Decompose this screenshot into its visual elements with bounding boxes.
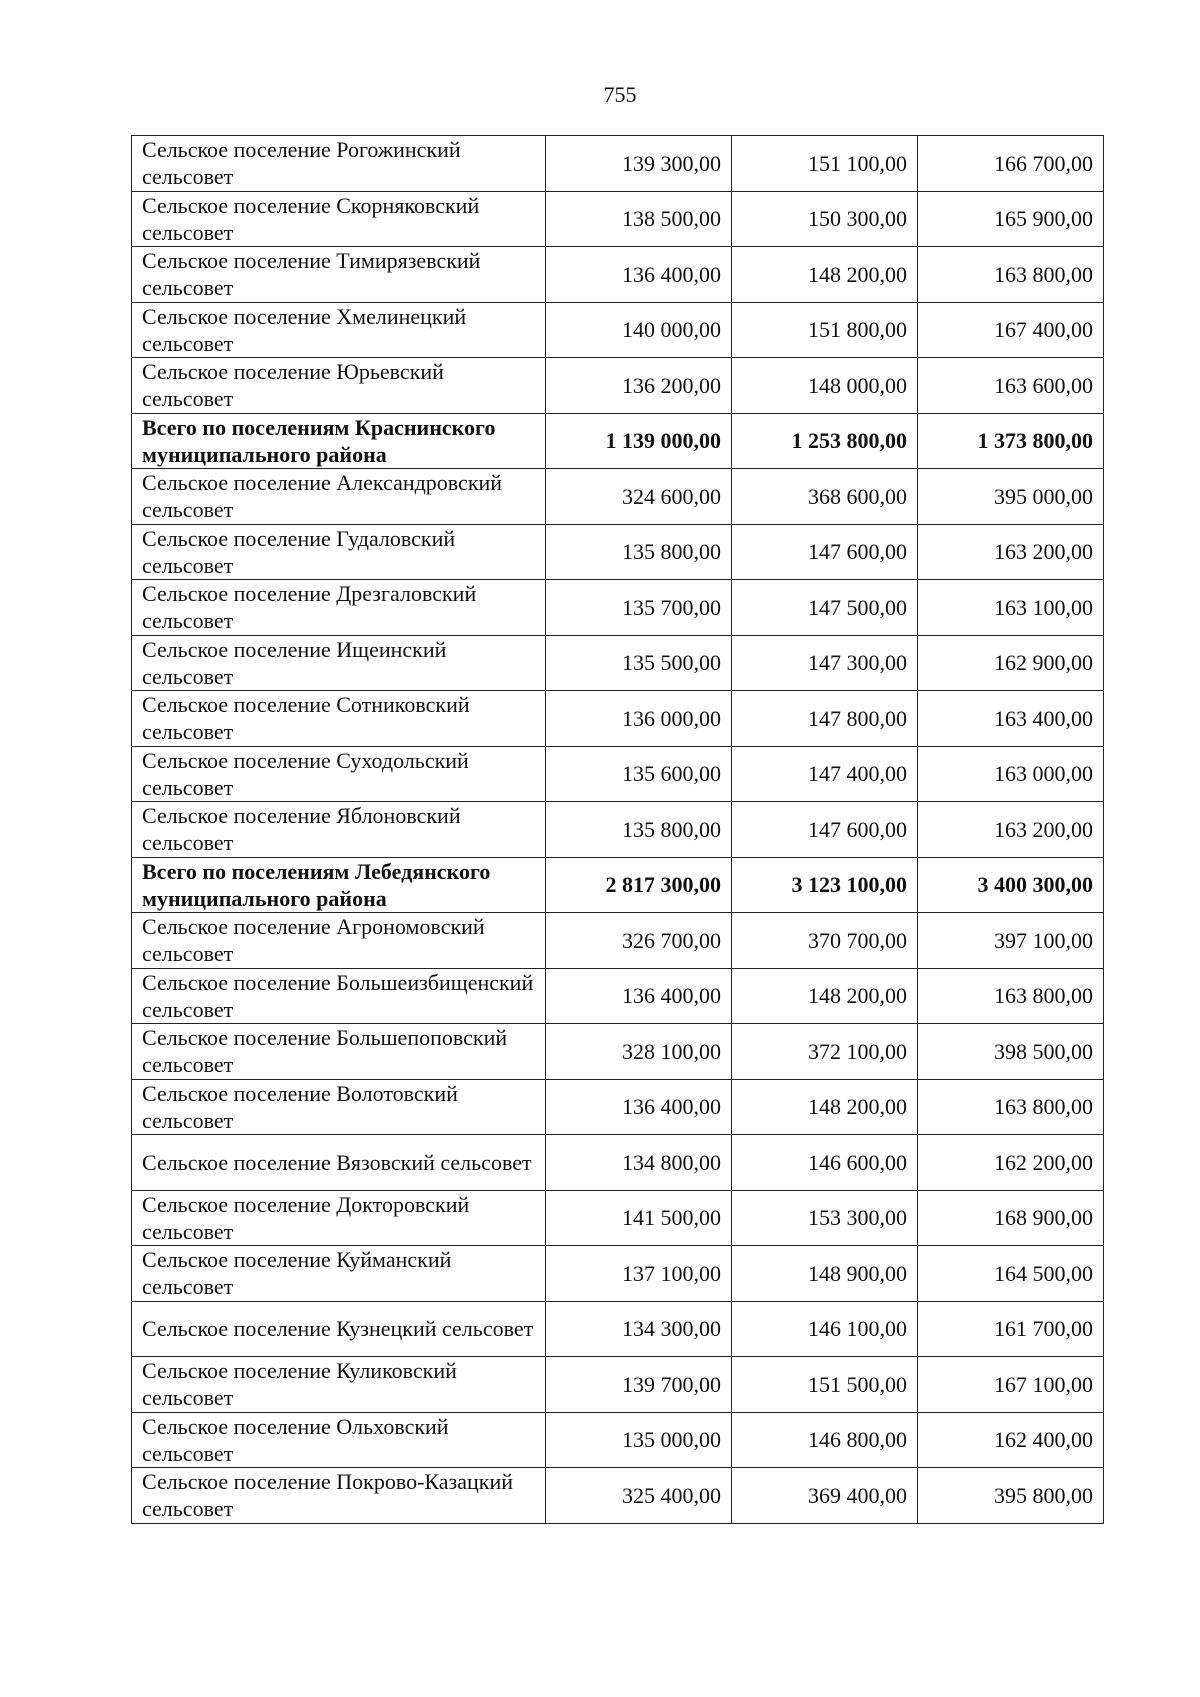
amount-cell-3: 395 800,00 [918,1468,1104,1524]
amount-cell-1: 2 817 300,00 [546,857,732,913]
settlements-budget-table [131,135,1104,1524]
settlement-name-cell: Сельское поселение Ольховский сельсовет [132,1412,546,1468]
amount-cell-2: 153 300,00 [732,1190,918,1246]
amount-cell-2: 148 200,00 [732,1079,918,1135]
amount-cell-2: 151 500,00 [732,1357,918,1413]
amount-cell-1: 135 800,00 [546,524,732,580]
amount-cell-3: 163 200,00 [918,802,1104,858]
settlement-name-cell: Сельское поселение Вязовский сельсовет [132,1135,546,1191]
amount-cell-1: 139 700,00 [546,1357,732,1413]
amount-cell-1: 135 600,00 [546,746,732,802]
settlement-name-cell: Сельское поселение Волотовский сельсовет [132,1079,546,1135]
amount-cell-2: 147 800,00 [732,691,918,747]
table-row [132,1135,1104,1191]
settlement-name-cell: Сельское поселение Гудаловский сельсовет [132,524,546,580]
table-row [132,191,1104,247]
amount-cell-2: 148 200,00 [732,968,918,1024]
table-row [132,1357,1104,1413]
table-total-row [132,413,1104,469]
amount-cell-1: 135 000,00 [546,1412,732,1468]
amount-cell-2: 151 100,00 [732,136,918,192]
amount-cell-3: 164 500,00 [918,1246,1104,1302]
amount-cell-3: 162 900,00 [918,635,1104,691]
amount-cell-2: 368 600,00 [732,469,918,525]
table-row [132,1412,1104,1468]
table-row [132,1079,1104,1135]
amount-cell-1: 134 800,00 [546,1135,732,1191]
settlement-name-cell: Сельское поселение Сотниковский сельсовет [132,691,546,747]
amount-cell-3: 3 400 300,00 [918,857,1104,913]
table-row [132,469,1104,525]
amount-cell-2: 369 400,00 [732,1468,918,1524]
amount-cell-1: 140 000,00 [546,302,732,358]
amount-cell-1: 136 400,00 [546,1079,732,1135]
amount-cell-2: 146 800,00 [732,1412,918,1468]
amount-cell-2: 1 253 800,00 [732,413,918,469]
amount-cell-2: 146 100,00 [732,1301,918,1357]
amount-cell-1: 138 500,00 [546,191,732,247]
amount-cell-3: 167 400,00 [918,302,1104,358]
amount-cell-2: 3 123 100,00 [732,857,918,913]
amount-cell-1: 135 800,00 [546,802,732,858]
amount-cell-3: 163 000,00 [918,746,1104,802]
settlement-name-cell: Сельское поселение Большеизбищенский сельсовет [132,968,546,1024]
amount-cell-3: 397 100,00 [918,913,1104,969]
amount-cell-2: 147 600,00 [732,524,918,580]
amount-cell-3: 165 900,00 [918,191,1104,247]
amount-cell-2: 370 700,00 [732,913,918,969]
settlement-name-cell: Сельское поселение Большепоповский сельсовет [132,1024,546,1080]
settlement-name-cell: Сельское поселение Дрезгаловский сельсовет [132,580,546,636]
table-row [132,1190,1104,1246]
amount-cell-3: 163 200,00 [918,524,1104,580]
settlement-name-cell: Сельское поселение Рогожинский сельсовет [132,136,546,192]
amount-cell-2: 148 000,00 [732,358,918,414]
amount-cell-3: 395 000,00 [918,469,1104,525]
table-row [132,1301,1104,1357]
amount-cell-3: 163 800,00 [918,968,1104,1024]
table-row [132,635,1104,691]
amount-cell-3: 162 200,00 [918,1135,1104,1191]
amount-cell-1: 326 700,00 [546,913,732,969]
amount-cell-3: 166 700,00 [918,136,1104,192]
amount-cell-1: 136 000,00 [546,691,732,747]
amount-cell-3: 163 800,00 [918,1079,1104,1135]
settlement-name-cell: Сельское поселение Тимирязевский сельсовет [132,247,546,303]
settlement-name-cell: Сельское поселение Ищеинский сельсовет [132,635,546,691]
amount-cell-3: 163 800,00 [918,247,1104,303]
amount-cell-1: 136 400,00 [546,247,732,303]
amount-cell-2: 147 300,00 [732,635,918,691]
amount-cell-1: 1 139 000,00 [546,413,732,469]
settlement-name-cell: Сельское поселение Агрономовский сельсовет [132,913,546,969]
amount-cell-2: 147 500,00 [732,580,918,636]
table-row [132,968,1104,1024]
amount-cell-1: 324 600,00 [546,469,732,525]
settlement-name-cell: Сельское поселение Покрово-Казацкий сельсовет [132,1468,546,1524]
table-row [132,358,1104,414]
amount-cell-2: 146 600,00 [732,1135,918,1191]
amount-cell-3: 161 700,00 [918,1301,1104,1357]
amount-cell-2: 151 800,00 [732,302,918,358]
settlement-name-cell: Сельское поселение Суходольский сельсовет [132,746,546,802]
amount-cell-3: 163 100,00 [918,580,1104,636]
settlement-name-cell: Сельское поселение Куликовский сельсовет [132,1357,546,1413]
amount-cell-3: 162 400,00 [918,1412,1104,1468]
settlement-name-cell: Сельское поселение Скорняковский сельсовет [132,191,546,247]
amount-cell-1: 136 200,00 [546,358,732,414]
amount-cell-3: 1 373 800,00 [918,413,1104,469]
amount-cell-1: 141 500,00 [546,1190,732,1246]
amount-cell-3: 398 500,00 [918,1024,1104,1080]
table-row [132,1468,1104,1524]
amount-cell-2: 147 600,00 [732,802,918,858]
amount-cell-2: 150 300,00 [732,191,918,247]
settlement-name-cell: Сельское поселение Яблоновский сельсовет [132,802,546,858]
amount-cell-1: 135 500,00 [546,635,732,691]
settlement-name-cell: Всего по поселениям Лебедянского муниципального района [132,857,546,913]
amount-cell-3: 168 900,00 [918,1190,1104,1246]
amount-cell-1: 135 700,00 [546,580,732,636]
amount-cell-1: 328 100,00 [546,1024,732,1080]
table-row [132,247,1104,303]
table-total-row [132,857,1104,913]
table-body [132,136,1104,1524]
amount-cell-2: 147 400,00 [732,746,918,802]
table-row [132,580,1104,636]
settlement-name-cell: Сельское поселение Докторовский сельсовет [132,1190,546,1246]
settlement-name-cell: Сельское поселение Куйманский сельсовет [132,1246,546,1302]
amount-cell-1: 136 400,00 [546,968,732,1024]
amount-cell-3: 163 400,00 [918,691,1104,747]
amount-cell-1: 137 100,00 [546,1246,732,1302]
amount-cell-2: 372 100,00 [732,1024,918,1080]
table-row [132,136,1104,192]
amount-cell-2: 148 900,00 [732,1246,918,1302]
table-row [132,524,1104,580]
table-row [132,913,1104,969]
amount-cell-1: 325 400,00 [546,1468,732,1524]
table-row [132,746,1104,802]
amount-cell-3: 163 600,00 [918,358,1104,414]
settlement-name-cell: Сельское поселение Юрьевский сельсовет [132,358,546,414]
amount-cell-2: 148 200,00 [732,247,918,303]
table-row [132,1246,1104,1302]
table-row [132,1024,1104,1080]
table-row [132,302,1104,358]
settlement-name-cell: Сельское поселение Кузнецкий сельсовет [132,1301,546,1357]
table-row [132,802,1104,858]
settlement-name-cell: Всего по поселениям Краснинского муниципального района [132,413,546,469]
amount-cell-3: 167 100,00 [918,1357,1104,1413]
page-number: 755 [603,82,637,107]
amount-cell-1: 139 300,00 [546,136,732,192]
amount-cell-1: 134 300,00 [546,1301,732,1357]
settlement-name-cell: Сельское поселение Александровский сельсовет [132,469,546,525]
settlement-name-cell: Сельское поселение Хмелинецкий сельсовет [132,302,546,358]
table-row [132,691,1104,747]
